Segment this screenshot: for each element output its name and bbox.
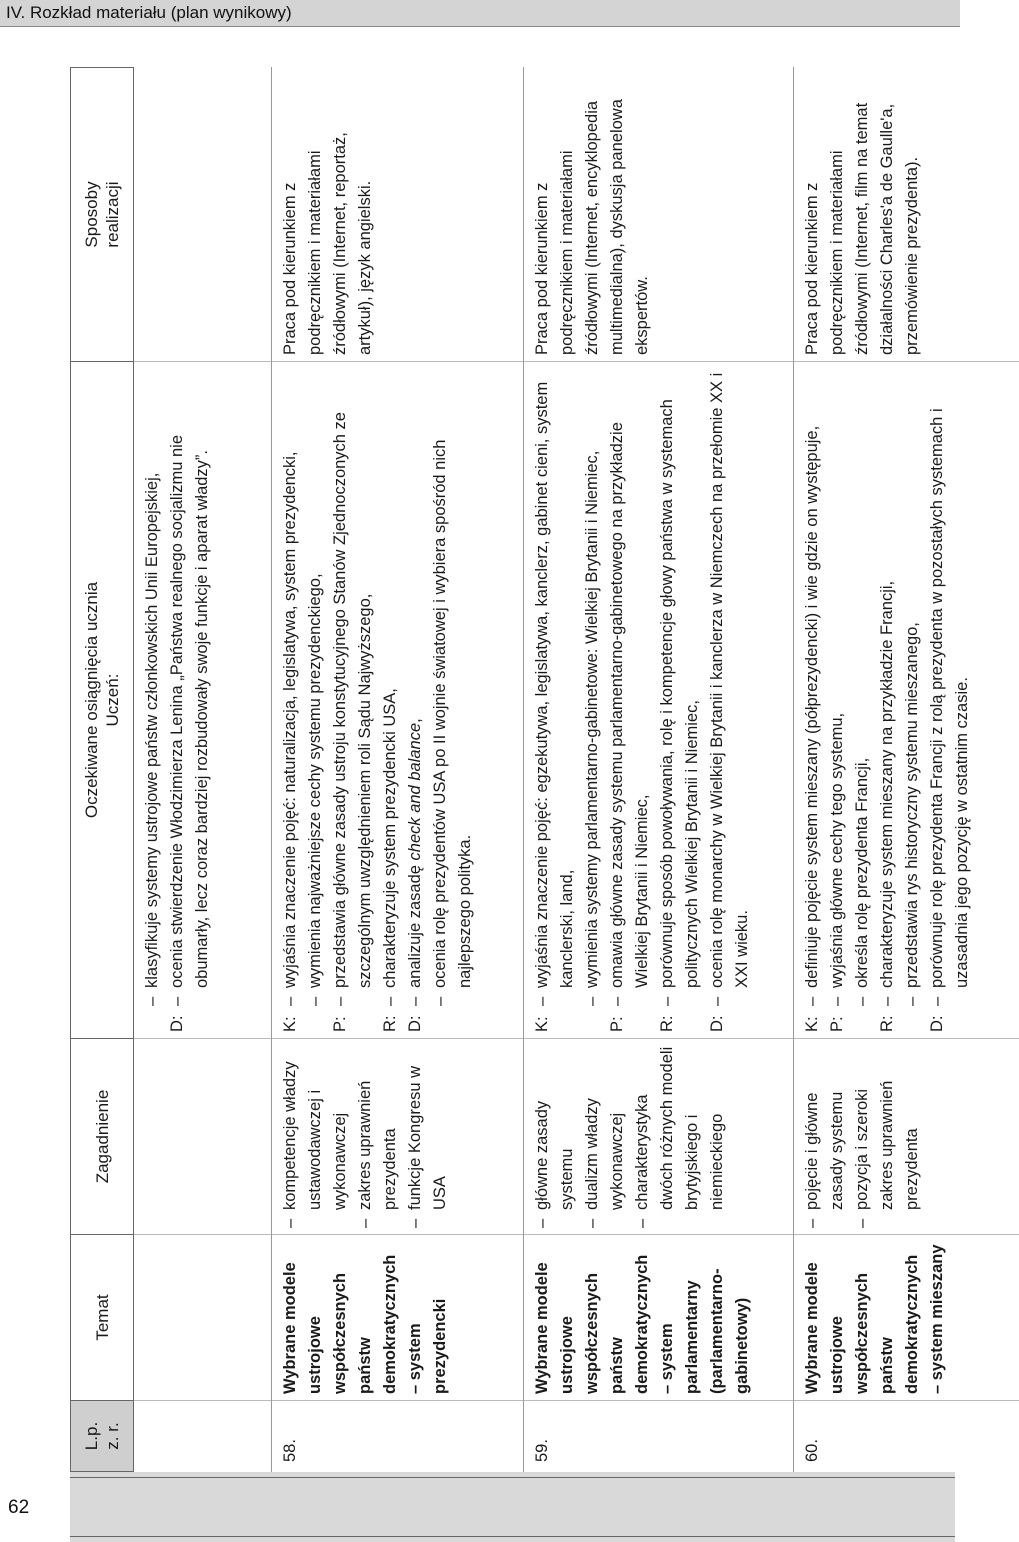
- level-label: K:: [281, 1016, 299, 1032]
- level-label: R:: [658, 1015, 676, 1032]
- dash-mark: –: [406, 996, 424, 1006]
- achievement-text-main: określa rolę prezydenta Francji,: [853, 757, 871, 988]
- achievement-text: [428, 368, 478, 988]
- dash-mark: –: [903, 996, 921, 1006]
- dash-mark: –: [803, 996, 821, 1006]
- dash-mark: –: [381, 996, 399, 1006]
- dash-mark: –: [583, 996, 601, 1006]
- zagadnienie-item: [580, 1045, 630, 1228]
- dash-mark: –: [928, 996, 946, 1006]
- sposoby-cell: Praca pod kierunkiem z podręcznikiem i materiałami źródłowymi (Internet, reportaż, artykuł), język angielski.: [281, 132, 374, 355]
- dash-mark: –: [658, 996, 676, 1006]
- achievement-item: [328, 368, 378, 1032]
- level-label: R:: [381, 1015, 399, 1032]
- dash-mark: –: [281, 1218, 299, 1228]
- level-label: [850, 1006, 875, 1032]
- zagadnienie-text: główne zasady systemu: [533, 1100, 576, 1210]
- achievement-text: [655, 368, 705, 988]
- achievement-item: [580, 368, 605, 1032]
- achievement-item: [875, 368, 900, 1032]
- lp-cell: 59.: [524, 1400, 793, 1472]
- achievement-item: [825, 368, 850, 1032]
- zagadnienie-item: [403, 1045, 453, 1228]
- dash-mark: –: [828, 996, 846, 1006]
- achievement-text-main: wyjaśnia znaczenie pojęć: naturalizacja, legislatywa, system prezydencki,: [281, 451, 299, 988]
- achievement-item: [403, 368, 428, 1032]
- achievement-text: [800, 368, 825, 988]
- achievement-item: [378, 368, 403, 1032]
- achievement-text-main: wyjaśnia główne cechy tego systemu,: [828, 712, 846, 988]
- zagadnienie-item: [530, 1045, 580, 1228]
- header-lp: [70, 1400, 134, 1472]
- zagadnienie-item: [353, 1045, 403, 1228]
- achievement-text: [705, 368, 755, 988]
- achievement-text: [303, 368, 328, 988]
- header-bar: [0, 0, 960, 27]
- osiagniecia-cell: [272, 361, 523, 1038]
- achievement-text: [580, 368, 605, 988]
- zagadnienie-item: [278, 1045, 353, 1228]
- achievement-text-main: wymienia najważniejsze cechy systemu prezydenckiego,: [306, 573, 324, 988]
- dash-mark: –: [143, 996, 161, 1006]
- header-temat: Temat: [70, 1234, 134, 1400]
- achievement-text-main: przedstawia główne zasady ustroju konstytucyjnego Stanów Zjednoczonych ze szczególnym uwzględnieniem roli Sądu Najwyższego,: [331, 412, 374, 988]
- achievement-text: [378, 368, 403, 988]
- zagadnienie-item: [850, 1045, 925, 1228]
- achievement-text-main: charakteryzuje system prezydencki USA,: [381, 688, 399, 988]
- header-osiagniecia-sub: Uczeń:: [103, 673, 122, 727]
- table-body: [134, 67, 1019, 1472]
- achievement-text: [825, 368, 850, 988]
- achievement-text: [530, 368, 580, 988]
- dash-mark: –: [583, 1218, 601, 1228]
- achievement-text: [140, 368, 165, 988]
- achievement-item: [900, 368, 925, 1032]
- level-label: [303, 1006, 328, 1032]
- level-label: D:: [168, 1015, 186, 1032]
- zagadnienie-item: [800, 1045, 850, 1228]
- zagadnienie-text: dualizm władzy wykonawczej: [583, 1098, 626, 1210]
- dash-mark: –: [878, 996, 896, 1006]
- achievement-text: [403, 368, 428, 988]
- zagadnienie-text: pozycja i szeroki zakres uprawnień prezydenta: [853, 1080, 921, 1210]
- dash-mark: –: [853, 996, 871, 1006]
- sposoby-cell: Praca pod kierunkiem z podręcznikiem i materiałami źródłowymi (Internet, encyklopedia multimedialna), dyskusja panelowa ekspertów.: [533, 99, 651, 355]
- dash-mark: –: [406, 1218, 424, 1228]
- level-label: P:: [828, 1016, 846, 1032]
- level-label: [900, 1006, 925, 1032]
- header-osiagniecia: [70, 361, 134, 1038]
- osiagniecia-cell: [524, 361, 793, 1038]
- level-label: [140, 1006, 165, 1032]
- header-sposoby: [70, 67, 134, 361]
- curriculum-table: [70, 67, 971, 1472]
- level-label: K:: [533, 1016, 551, 1032]
- achievement-item: [278, 368, 303, 1032]
- achievement-item: [530, 368, 580, 1032]
- table-header-row: [70, 67, 134, 1472]
- level-label: D:: [708, 1015, 726, 1032]
- header-zagadnienie: Zagadnienie: [70, 1038, 134, 1234]
- zagadnienie-text: pojęcie i główne zasady systemu: [803, 1091, 846, 1210]
- level-label: R:: [878, 1015, 896, 1032]
- achievement-text: [278, 368, 303, 988]
- achievement-text-main: ocenia stwierdzenie Włodzimierza Lenina „Państwa realnego socjalizmu nie obumarły, lecz coraz bardziej rozbudowały swoje funkcje i aparat władzy”.: [168, 434, 211, 988]
- zagadnienie-item: [630, 1045, 730, 1228]
- osiagniecia-cell: [794, 361, 1019, 1038]
- osiagniecia-cell: [134, 361, 271, 1038]
- sposoby-cell: [134, 67, 271, 361]
- achievement-text-main: wymienia systemy parlamentarno-gabinetowe: Wielkiej Brytanii i Niemiec,: [583, 450, 601, 988]
- zagadnienie-cell: [794, 1038, 1019, 1234]
- header-title: IV. Rozkład materiału (plan wynikowy): [6, 3, 292, 22]
- temat-cell: Wybrane modele ustrojowe współczesnych państw demokratycznych – system mieszany: [794, 1234, 1019, 1400]
- dash-mark: –: [803, 1218, 821, 1228]
- dash-mark: –: [281, 996, 299, 1006]
- temat-cell: [134, 1234, 271, 1400]
- achievement-text-main: ocenia rolę monarchy w Wielkiej Brytanii i kanclerza w Niemczech na przełomie XX i XXI wieku.: [708, 372, 751, 988]
- sposoby-cell: Praca pod kierunkiem z podręcznikiem i materiałami źródłowymi (Internet, film na temat działalności Charles'a de Gaulle'a, przemówienie prezydenta).: [803, 102, 921, 355]
- achievement-text: [875, 368, 900, 988]
- achievement-text-main: porównuje rolę prezydenta Francji z rolą prezydenta w pozostałych systemach i uzasadnia jego pozycję w ostatnim czasie.: [928, 408, 971, 988]
- achievement-item: [140, 368, 165, 1032]
- achievement-item: [428, 368, 478, 1032]
- achievement-text-italic: check and balance: [406, 722, 424, 861]
- achievement-item: [655, 368, 705, 1032]
- achievement-item: [165, 368, 215, 1032]
- achievement-text-main: przedstawia rys historyczny systemu mieszanego,: [903, 622, 921, 988]
- table-row-continuation: [134, 67, 272, 1472]
- header-osiagniecia-label: Oczekiwane osiągnięcia ucznia: [82, 581, 101, 819]
- level-label: K:: [803, 1016, 821, 1032]
- achievement-text: [605, 368, 655, 988]
- dash-mark: –: [608, 996, 626, 1006]
- achievement-item: [800, 368, 825, 1032]
- zagadnienie-text: kompetencje władzy ustawodawczej i wykonawczej: [281, 1061, 349, 1210]
- achievement-item: [925, 368, 975, 1032]
- dash-mark: –: [853, 1218, 871, 1228]
- level-label: D:: [928, 1015, 946, 1032]
- level-label: [580, 1006, 605, 1032]
- header-lp-label: L.p.: [82, 1421, 101, 1451]
- dash-mark: –: [306, 996, 324, 1006]
- achievement-text: [165, 368, 215, 988]
- dash-mark: –: [633, 1218, 651, 1228]
- level-label: [428, 1006, 478, 1032]
- dash-mark: –: [168, 996, 186, 1006]
- achievement-item: [605, 368, 655, 1032]
- achievement-text: [925, 368, 975, 988]
- achievement-text-main: ocenia rolę prezydentów USA po II wojnie światowej i wybiera spośród nich najlepszego polityka.: [431, 439, 474, 988]
- achievement-text: [900, 368, 925, 988]
- achievement-text-main: charakteryzuje system mieszany na przykładzie Francji,: [878, 580, 896, 988]
- header-lp-sub: z. r.: [103, 1422, 122, 1450]
- achievement-text-main: analizuje zasadę: [406, 860, 424, 988]
- temat-cell: Wybrane modele ustrojowe współczesnych państw demokratycznych – system parlamentarny (parlamentarno-gabinetowy): [524, 1234, 793, 1400]
- lp-cell: 58.: [272, 1400, 523, 1472]
- achievement-text-main: definiuje pojęcie system mieszany (półprezydencki) i wie gdzie on występuje,: [803, 425, 821, 988]
- dash-mark: –: [708, 996, 726, 1006]
- achievement-text: [850, 368, 875, 988]
- table-row: [524, 67, 794, 1472]
- header-sposoby-sub: realizacji: [103, 181, 122, 248]
- achievement-text-main: omawia główne zasady systemu parlamentarno-gabinetowego na przykładzie Wielkiej Brytanii i Niemiec,: [608, 422, 651, 988]
- achievement-text-after: ,: [406, 718, 424, 723]
- lp-outer-strip: [70, 1472, 955, 1542]
- table-row: [794, 67, 1019, 1472]
- achievement-text-main: klasyfikuje systemy ustrojowe państw członkowskich Unii Europejskiej,: [143, 472, 161, 988]
- header-sposoby-label: Sposoby: [82, 181, 101, 248]
- dash-mark: –: [356, 1218, 374, 1228]
- level-label: P:: [331, 1016, 349, 1032]
- lp-cell: [134, 1400, 271, 1472]
- dash-mark: –: [431, 996, 449, 1006]
- zagadnienie-cell: [272, 1038, 523, 1234]
- lp-cell: 60.: [794, 1400, 1019, 1472]
- zagadnienie-cell: [134, 1038, 271, 1234]
- level-label: P:: [608, 1016, 626, 1032]
- zagadnienie-text: zakres uprawnień prezydenta: [356, 1080, 399, 1210]
- dash-mark: –: [533, 996, 551, 1006]
- zagadnienie-text: charakterystyka dwóch różnych modeli brytyjskiego i niemieckiego: [633, 1046, 726, 1210]
- achievement-item: [303, 368, 328, 1032]
- zagadnienie-text: funkcje Kongresu w USA: [406, 1066, 449, 1210]
- page-number: 62: [8, 1497, 30, 1518]
- achievement-text-main: porównuje sposób powoływania, rolę i kompetencje głowy państwa w systemach politycznych Wielkiej Brytanii i Niemiec,: [658, 399, 701, 988]
- dash-mark: –: [331, 996, 349, 1006]
- achievement-text: [328, 368, 378, 988]
- achievement-item: [705, 368, 755, 1032]
- level-label: D:: [406, 1015, 424, 1032]
- achievement-item: [850, 368, 875, 1032]
- dash-mark: –: [533, 1218, 551, 1228]
- achievement-text-main: wyjaśnia znaczenie pojęć: egzekutywa, legislatywa, kanclerz, gabinet cieni, system kanclerski, land,: [533, 381, 576, 988]
- table-row: [272, 67, 524, 1472]
- temat-cell: Wybrane modele ustrojowe współczesnych państw demokratycznych – system prezydencki: [272, 1234, 523, 1400]
- zagadnienie-cell: [524, 1038, 793, 1234]
